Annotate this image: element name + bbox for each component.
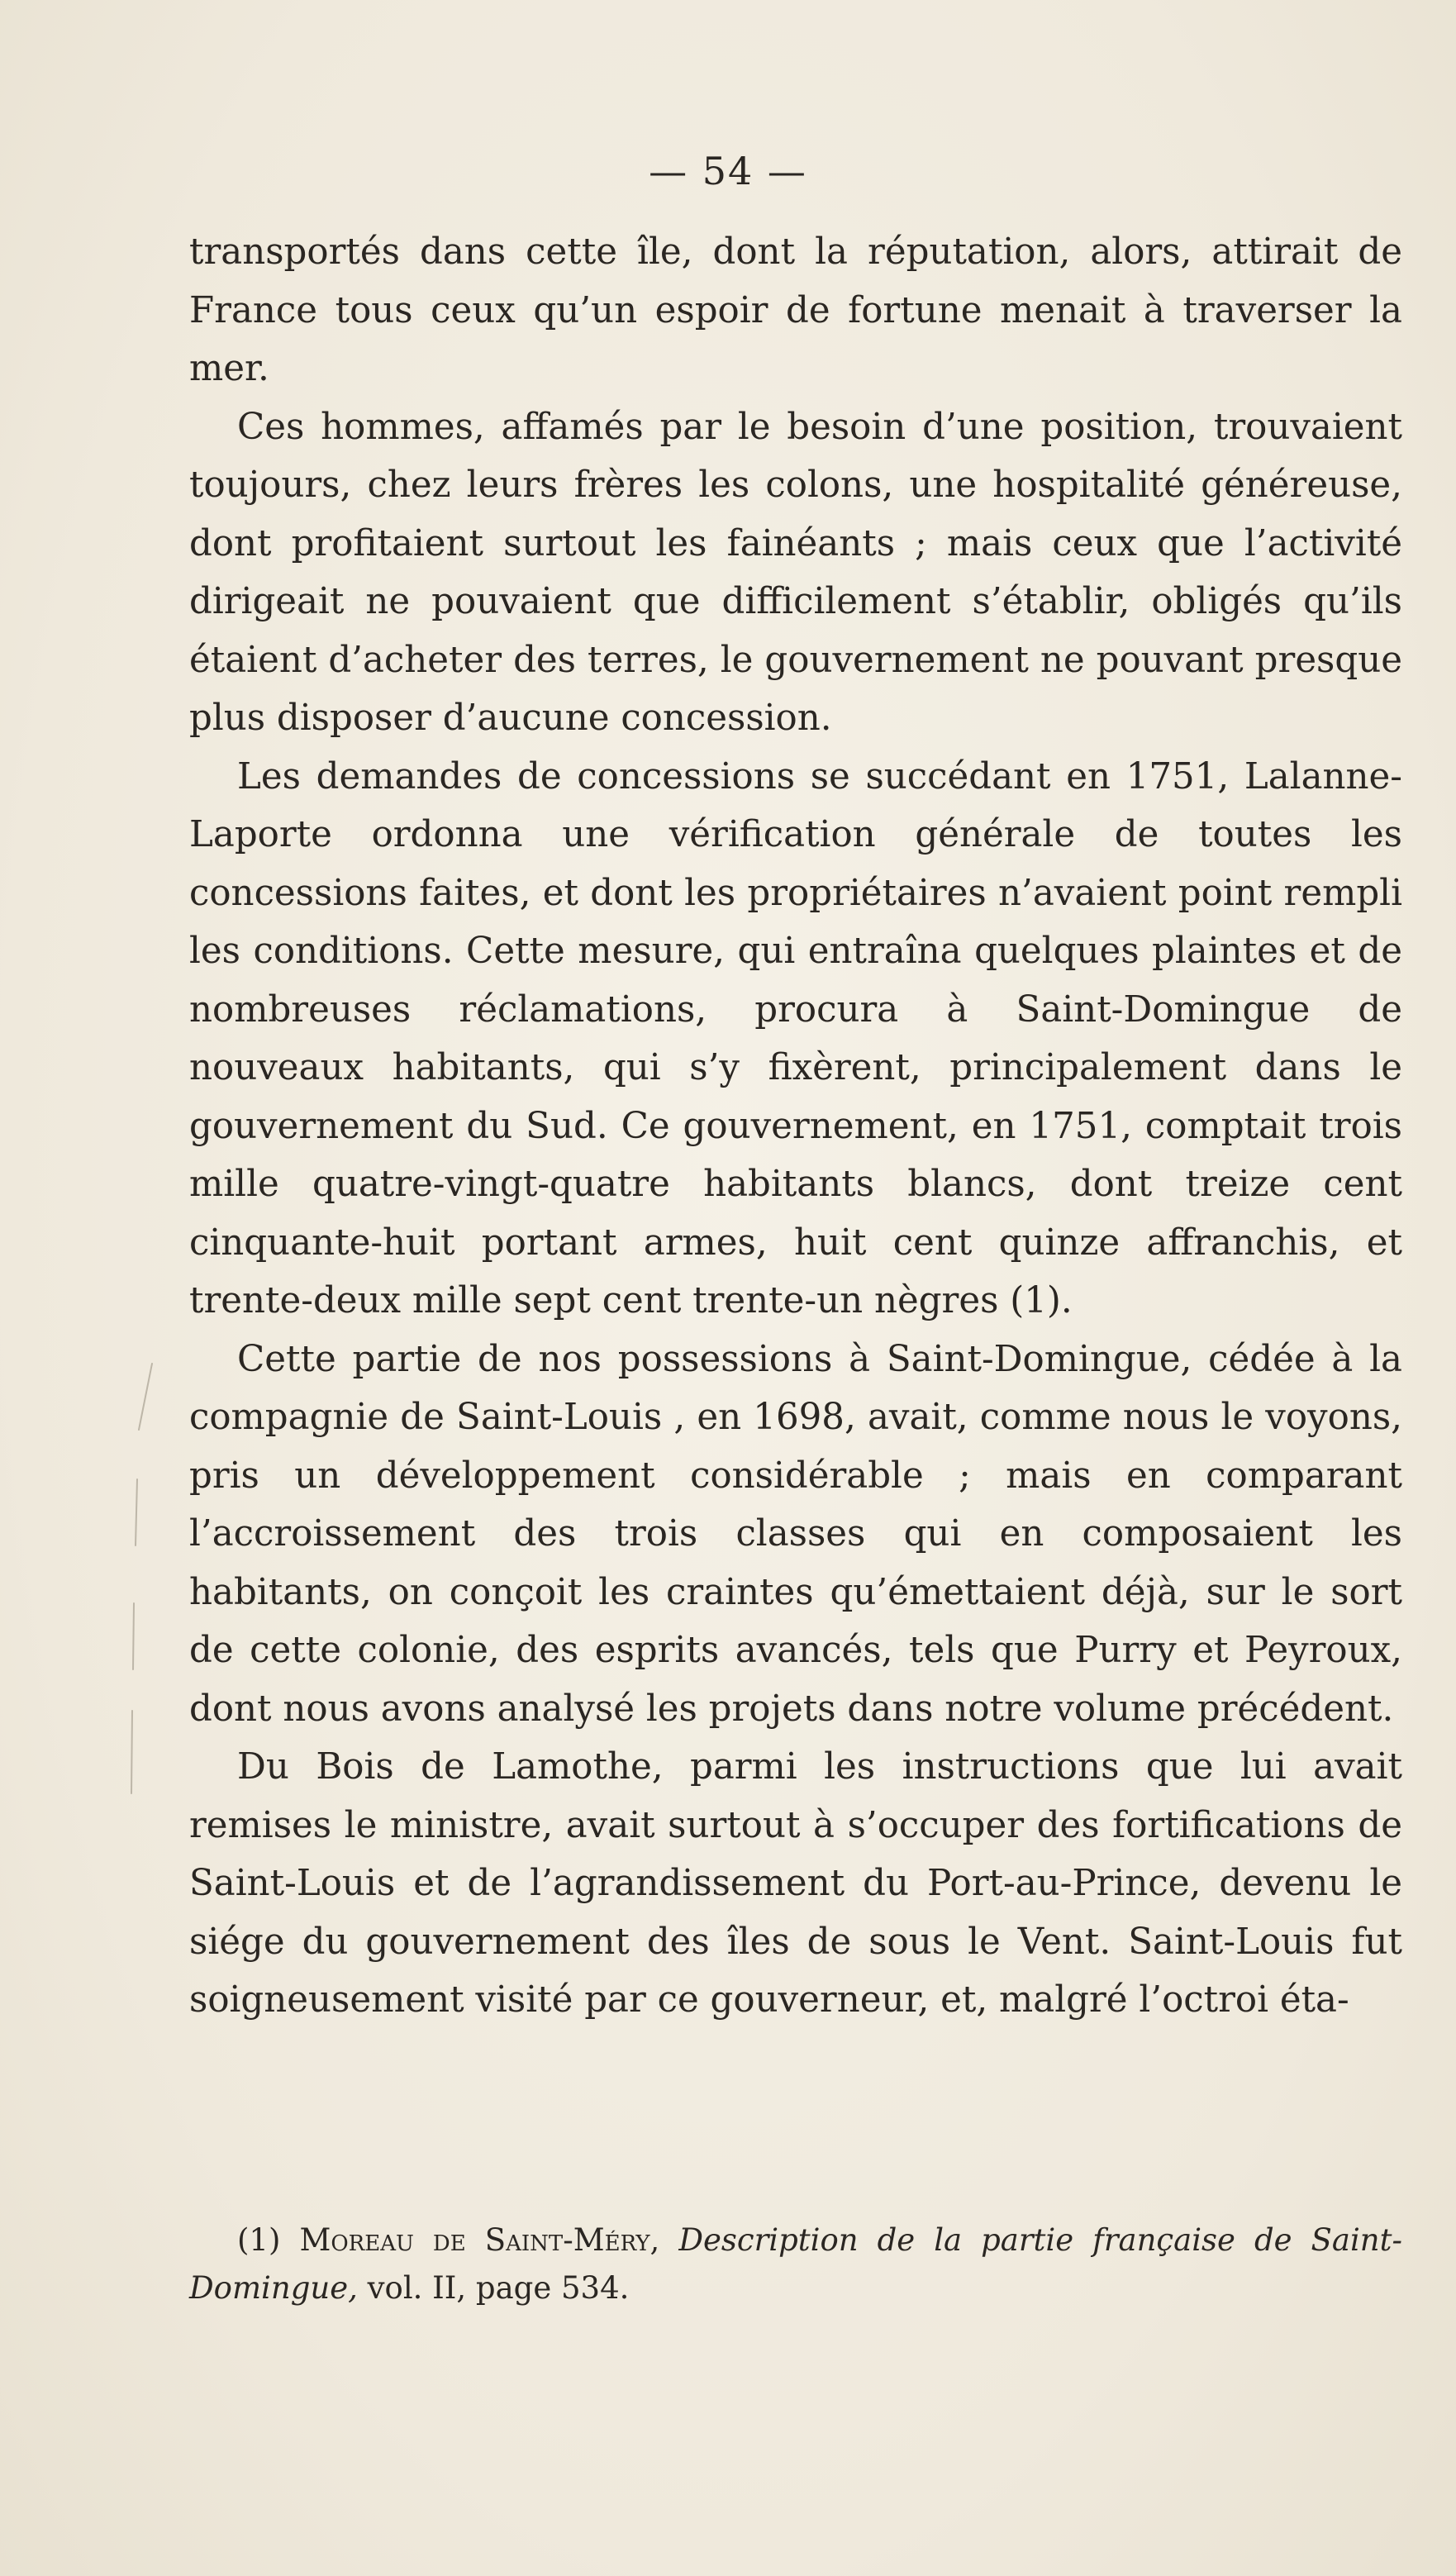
paragraph-1: transportés dans cette île, dont la réputation, alors, attirait de France tous ceux qu’un espoir de fortune menait à traverser la mer.	[189, 231, 1402, 389]
page-number: — 54 —	[649, 149, 807, 193]
paragraph-4: Cette partie de nos possessions à Saint-Domingue, cédée à la compagnie de Saint-Louis , en 1698, avait, comme nous le voyons, pris un développement considérable ; mais en comparant l’accroissement des trois classes qui en composaient les habitants, on conçoit les craintes qu’émettaient déjà, sur le sort de cette colonie, des esprits avancés, tels que Purry et Peyroux, dont nous avons analysé les projets dans notre volume précédent.	[189, 1338, 1402, 1730]
paragraph-3: Les demandes de concessions se succédant en 1751, Lalanne-Laporte ordonna une vérification générale de toutes les concessions faites, et dont les propriétaires n’avaient point rempli les conditions. Cette mesure, qui entraîna quelques plaintes et de nombreuses réclamations, procura à Saint-Domingue de nouveaux habitants, qui s’y fixèrent, principalement dans le gouvernement du Sud. Ce gouvernement, en 1751, comptait trois mille quatre-vingt-quatre habitants blancs, dont treize cent cinquante-huit portant armes, huit cent quinze affranchis, et trente-deux mille sept cent trente-un nègres (1).	[189, 755, 1402, 1321]
footnote-marker: (1)	[237, 2222, 281, 2258]
paragraph-5: Du Bois de Lamothe, parmi les instructions que lui avait remises le ministre, avait surtout à s’occuper des fortifications de Saint-Louis et de l’agrandissement du Port-au-Prince, devenu le siége du gouvernement des îles de sous le Vent. Saint-Louis fut soigneusement visité par ce gouverneur, et, malgré l’octroi éta-	[189, 1746, 1402, 2021]
paragraph-2: Ces hommes, affamés par le besoin d’une position, trouvaient toujours, chez leurs frères les colons, une hospitalité généreuse, dont profitaient surtout les fainéants ; mais ceux que l’activité dirigeait ne pouvaient que difficilement s’établir, obligés qu’ils étaient d’acheter des terres, le gouvernement ne pouvant presque plus disposer d’aucune concession.	[189, 406, 1402, 739]
footnote-author: Moreau de Saint-Méry,	[299, 2222, 660, 2258]
pencil-margin-mark	[124, 1355, 157, 1810]
footnote-title: Description de la partie française de Saint-Domingue,	[189, 2222, 1402, 2306]
footnote	[189, 2217, 1402, 2312]
footnote-reference: vol. II, page 534.	[367, 2270, 630, 2306]
footnote-separator	[189, 2165, 1402, 2166]
body-text	[189, 223, 1402, 2030]
